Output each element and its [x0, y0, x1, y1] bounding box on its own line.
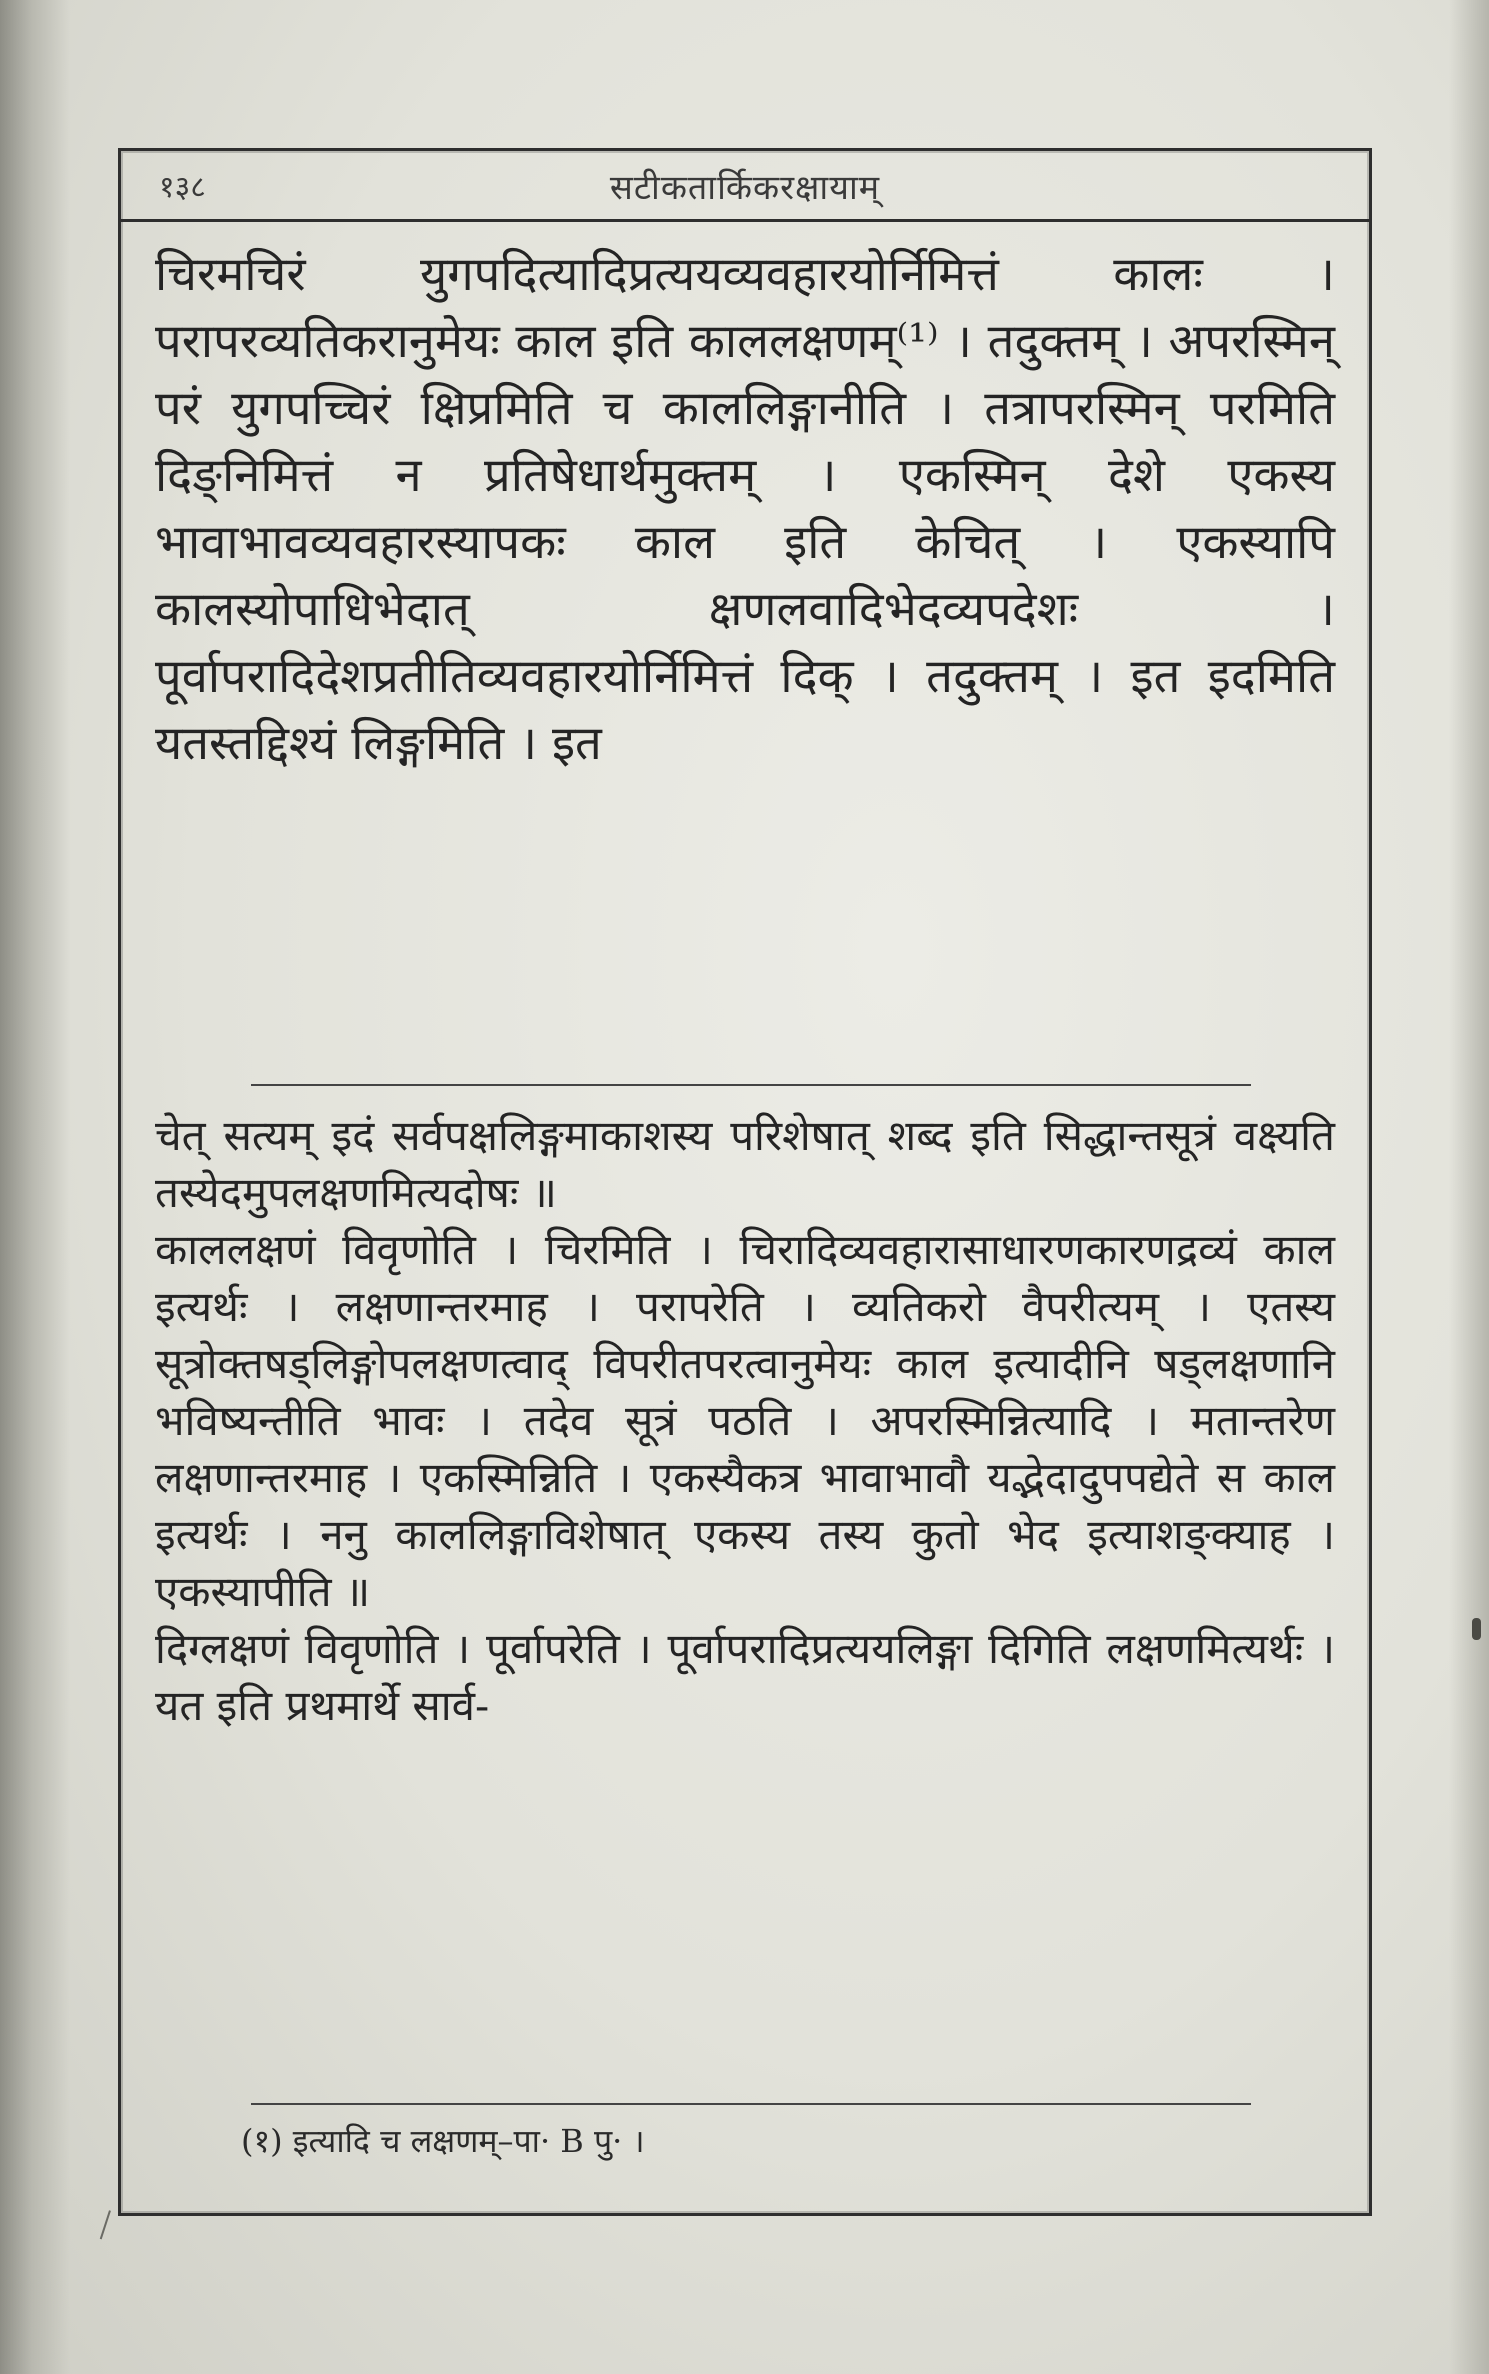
footnote-divider — [251, 2103, 1251, 2105]
main-text-block: चिरमचिरं युगपदित्यादिप्रत्ययव्यवहारयोर्निमित्तं कालः । परापरव्यतिकरानुमेयः काल इति काललक्षणम्⁽¹⁾ । तदुक्तम् । अपरस्मिन् परं युगपच्चिरं क्षिप्रमिति च काललिङ्गानीति । तत्रापरस्मिन् परमिति दिङ्निमित्तं न प्रतिषेधार्थमुक्तम् । एकस्मिन् देशे एकस्य भावाभावव्यवहारस्यापकः काल इति केचित् । एकस्यापि कालस्योपाधिभेदात् क्षणलवादिभेदव्यपदेशः । पूर्वापरादिदेशप्रतीतिव्यवहारयोर्निमित्तं दिक् । तदुक्तम् । इत इदमिति यतस्तद्दिश्यं लिङ्गमिति । इत — [155, 247, 1335, 771]
running-title: सटीकतार्किकरक्षायाम् — [609, 168, 881, 208]
page-edge — [1449, 0, 1489, 2374]
commentary-block: चेत् सत्यम् इदं सर्वपक्षलिङ्गमाकाशस्य परिशेषात् शब्द इति सिद्धान्तसूत्रं वक्ष्यति तस्येदमुपलक्षणमित्यदोषः ॥ काललक्षणं विवृणोति । चिरमिति । चिरादिव्यवहारासाधारणकारणद्रव्यं काल इत्यर्थः । लक्षणान्तरमाह । परापरेति । व्यतिकरो वैपरीत्यम् । एतस्य सूत्रोक्तषड्लिङ्गोपलक्षणत्वाद् विपरीतपरत्वानुमेयः काल इत्यादीनि षड्लक्षणानि भविष्यन्तीति भावः । तदेव सूत्रं पठति । अपरस्मिन्नित्यादि । मतान्तरेण लक्षणान्तरमाह । एकस्मिन्निति । एकस्यैकत्र भावाभावौ यद्भेदादुपपद्येते स काल इत्यर्थः । ननु काललिङ्गाविशेषात् एकस्य तस्य कुतो भेद इत्याशङ्क्याह । एकस्यापीति ॥ दिग्लक्षणं विवृणोति । पूर्वापरेति । पूर्वापरादिप्रत्ययलिङ्गा दिगिति लक्षणमित्यर्थः । यत इति प्रथमार्थे सार्व- — [155, 1111, 1335, 1730]
page-number: १३८ — [159, 170, 206, 205]
scan-artifact — [1472, 1618, 1481, 1640]
page-frame — [118, 148, 1372, 2216]
footnote: (१) इत्यादि च लक्षणम्–पा· B पु· । — [241, 2122, 645, 2160]
text-commentary-divider — [251, 1084, 1251, 1086]
running-head — [121, 151, 1369, 222]
binding-shadow — [0, 0, 70, 2374]
